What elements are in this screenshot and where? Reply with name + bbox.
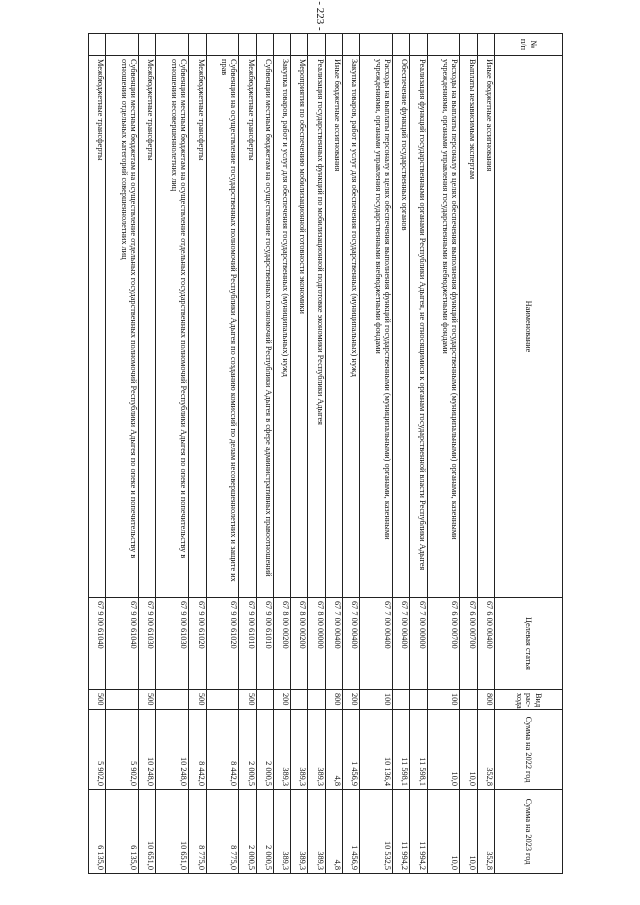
cell-kind: 200	[343, 690, 360, 710]
cell-sum-2022: 2 000,5	[239, 710, 256, 790]
cell-code: 67 6 00 00400	[477, 598, 494, 690]
cell-sum-2023: 389,3	[291, 790, 308, 874]
cell-name: Межбюджетные трансферты	[139, 56, 156, 598]
cell-name: Субвенции местным бюджетам на осуществление государственных полномочий Республики Адыгея в сфере административных правоотношений	[256, 56, 273, 598]
cell-sum-2023: 4,8	[325, 790, 342, 874]
cell-np	[274, 34, 291, 56]
cell-code: 67 7 00 00400	[393, 598, 410, 690]
cell-kind: 500	[139, 690, 156, 710]
cell-name: Межбюджетные трансферты	[89, 56, 106, 598]
cell-code: 67 8 00 00000	[308, 598, 325, 690]
table-row	[343, 34, 360, 874]
cell-sum-2022: 11 598,1	[410, 710, 427, 790]
cell-np	[325, 34, 342, 56]
cell-np	[308, 34, 325, 56]
cell-kind: 500	[239, 690, 256, 710]
cell-sum-2022: 4,8	[325, 710, 342, 790]
cell-sum-2022: 1 456,9	[343, 710, 360, 790]
cell-np	[189, 34, 206, 56]
cell-sum-2023: 10 651,0	[156, 790, 189, 874]
cell-name: Субвенции местным бюджетам на осуществление отдельных государственных полномочий Республики Адыгея по опеке и попечительству в отношении несовершеннолетних лиц	[156, 56, 189, 598]
cell-code: 67 9 00 61010	[239, 598, 256, 690]
cell-name: Закупка товаров, работ и услуг для обеспечения государственных (муниципальных) нужд	[343, 56, 360, 598]
cell-np	[343, 34, 360, 56]
budget-table-area	[88, 33, 563, 873]
cell-kind: 100	[427, 690, 460, 710]
cell-np	[89, 34, 106, 56]
cell-sum-2023: 6 135,0	[89, 790, 106, 874]
cell-sum-2022: 8 442,0	[189, 710, 206, 790]
cell-name: Субвенции на осуществление государственных полномочий Республики Адыгея по созданию комиссий по делам несовершеннолетних и защите их прав	[206, 56, 239, 598]
header-name: Наименование	[495, 56, 563, 598]
cell-sum-2023: 8 775,0	[189, 790, 206, 874]
table-row	[360, 34, 393, 874]
cell-kind: 500	[189, 690, 206, 710]
header-code: Целевая статья	[495, 598, 563, 690]
cell-sum-2022: 5 902,0	[106, 710, 139, 790]
cell-sum-2022: 389,3	[274, 710, 291, 790]
cell-np	[460, 34, 477, 56]
cell-sum-2023: 10,0	[427, 790, 460, 874]
table-row	[460, 34, 477, 874]
cell-code: 67 9 00 61030	[156, 598, 189, 690]
cell-sum-2023: 389,3	[308, 790, 325, 874]
cell-np	[477, 34, 494, 56]
cell-sum-2023: 352,8	[477, 790, 494, 874]
cell-np	[156, 34, 189, 56]
cell-sum-2023: 2 000,5	[256, 790, 273, 874]
cell-code: 67 9 00 61020	[189, 598, 206, 690]
table-row	[139, 34, 156, 874]
cell-np	[206, 34, 239, 56]
cell-kind	[460, 690, 477, 710]
budget-table	[88, 33, 563, 874]
cell-code: 67 7 00 00400	[325, 598, 342, 690]
cell-sum-2023: 8 775,0	[206, 790, 239, 874]
cell-code: 67 7 00 00000	[410, 598, 427, 690]
cell-kind	[410, 690, 427, 710]
table-row	[427, 34, 460, 874]
cell-np	[239, 34, 256, 56]
table-row	[308, 34, 325, 874]
cell-code: 67 8 00 00200	[274, 598, 291, 690]
cell-name: Закупка товаров, работ и услуг для обеспечения государственных (муниципальных) нужд	[274, 56, 291, 598]
cell-sum-2023: 6 135,0	[106, 790, 139, 874]
table-row	[156, 34, 189, 874]
cell-np	[360, 34, 393, 56]
cell-sum-2023: 10 651,0	[139, 790, 156, 874]
cell-code: 67 7 00 00400	[360, 598, 393, 690]
cell-np	[139, 34, 156, 56]
cell-name: Мероприятия по обеспечению мобилизационной готовности экономики	[291, 56, 308, 598]
table-header-row	[495, 34, 563, 874]
cell-sum-2022: 10 136,4	[360, 710, 393, 790]
cell-kind	[206, 690, 239, 710]
cell-code: 67 9 00 61040	[106, 598, 139, 690]
header-kind: Вид рас-хода	[495, 690, 563, 710]
cell-sum-2022: 10,0	[427, 710, 460, 790]
cell-name: Выплаты независимым экспертам	[460, 56, 477, 598]
cell-code: 67 9 00 61040	[89, 598, 106, 690]
cell-kind	[106, 690, 139, 710]
header-sum-2022: Сумма на 2022 год	[495, 710, 563, 790]
cell-kind	[156, 690, 189, 710]
table-row	[325, 34, 342, 874]
cell-sum-2022: 2 000,5	[256, 710, 273, 790]
cell-np	[427, 34, 460, 56]
table-row	[206, 34, 239, 874]
cell-kind: 800	[325, 690, 342, 710]
cell-name: Реализация функций государственными органами Республики Адыгея, не относящимися к органам государственной власти Республики Адыгея	[410, 56, 427, 598]
cell-name: Межбюджетные трансферты	[189, 56, 206, 598]
page-number: - 223 -	[314, 1, 326, 31]
cell-np	[106, 34, 139, 56]
cell-name: Межбюджетные трансферты	[239, 56, 256, 598]
cell-name: Расходы на выплаты персоналу в целях обеспечения выполнения функций государственными (муниципальными) органами, казенными учреждениями, органами управления государственными внебюджетными фондами	[427, 56, 460, 598]
cell-name: Обеспечение функций государственных органов	[393, 56, 410, 598]
cell-sum-2023: 11 994,2	[410, 790, 427, 874]
cell-name: Иные бюджетные ассигнования	[477, 56, 494, 598]
cell-name: Реализация государственных функций по мобилизационной подготовке экономики Республики Адыгея	[308, 56, 325, 598]
table-row	[410, 34, 427, 874]
table-row	[291, 34, 308, 874]
cell-sum-2022: 10 248,0	[156, 710, 189, 790]
table-row	[393, 34, 410, 874]
cell-code: 67 9 00 61020	[206, 598, 239, 690]
cell-kind	[393, 690, 410, 710]
table-row	[256, 34, 273, 874]
cell-sum-2022: 389,3	[291, 710, 308, 790]
cell-code: 67 8 00 00200	[291, 598, 308, 690]
cell-kind: 200	[274, 690, 291, 710]
table-body	[89, 34, 495, 874]
header-sum-2023: Сумма на 2023 год	[495, 790, 563, 874]
cell-kind: 800	[477, 690, 494, 710]
cell-np	[256, 34, 273, 56]
cell-name: Субвенции местным бюджетам на осуществление отдельных государственных полномочий Республики Адыгея по опеке и попечительству в отношении отдельных категорий совершеннолетних лиц	[106, 56, 139, 598]
cell-sum-2023: 389,3	[274, 790, 291, 874]
cell-sum-2022: 8 442,0	[206, 710, 239, 790]
table-row	[106, 34, 139, 874]
cell-sum-2023: 10 532,5	[360, 790, 393, 874]
cell-sum-2023: 10,0	[460, 790, 477, 874]
cell-kind	[308, 690, 325, 710]
cell-sum-2023: 11 994,2	[393, 790, 410, 874]
cell-np	[291, 34, 308, 56]
cell-code: 67 9 00 61010	[256, 598, 273, 690]
cell-sum-2022: 352,8	[477, 710, 494, 790]
cell-sum-2022: 5 902,0	[89, 710, 106, 790]
table-row	[477, 34, 494, 874]
table-row	[274, 34, 291, 874]
cell-sum-2022: 11 598,1	[393, 710, 410, 790]
cell-sum-2022: 10,0	[460, 710, 477, 790]
cell-sum-2022: 10 248,0	[139, 710, 156, 790]
cell-kind: 100	[360, 690, 393, 710]
cell-code: 67 6 00 00700	[427, 598, 460, 690]
cell-np	[410, 34, 427, 56]
cell-name: Иные бюджетные ассигнования	[325, 56, 342, 598]
table-row	[89, 34, 106, 874]
cell-code: 67 6 00 00700	[460, 598, 477, 690]
cell-code: 67 7 00 00400	[343, 598, 360, 690]
table-row	[189, 34, 206, 874]
header-np: № п/п	[495, 34, 563, 56]
cell-sum-2023: 1 456,9	[343, 790, 360, 874]
cell-sum-2022: 389,3	[308, 710, 325, 790]
cell-sum-2023: 2 000,5	[239, 790, 256, 874]
cell-code: 67 9 00 61030	[139, 598, 156, 690]
cell-np	[393, 34, 410, 56]
cell-kind	[256, 690, 273, 710]
cell-name: Расходы на выплаты персоналу в целях обеспечения выполнения функций государственными (муниципальными) органами, казенными учреждениями, органами управления государственными внебюджетными фондами	[360, 56, 393, 598]
rotated-table-wrapper	[88, 33, 563, 873]
table-row	[239, 34, 256, 874]
cell-kind: 500	[89, 690, 106, 710]
cell-kind	[291, 690, 308, 710]
